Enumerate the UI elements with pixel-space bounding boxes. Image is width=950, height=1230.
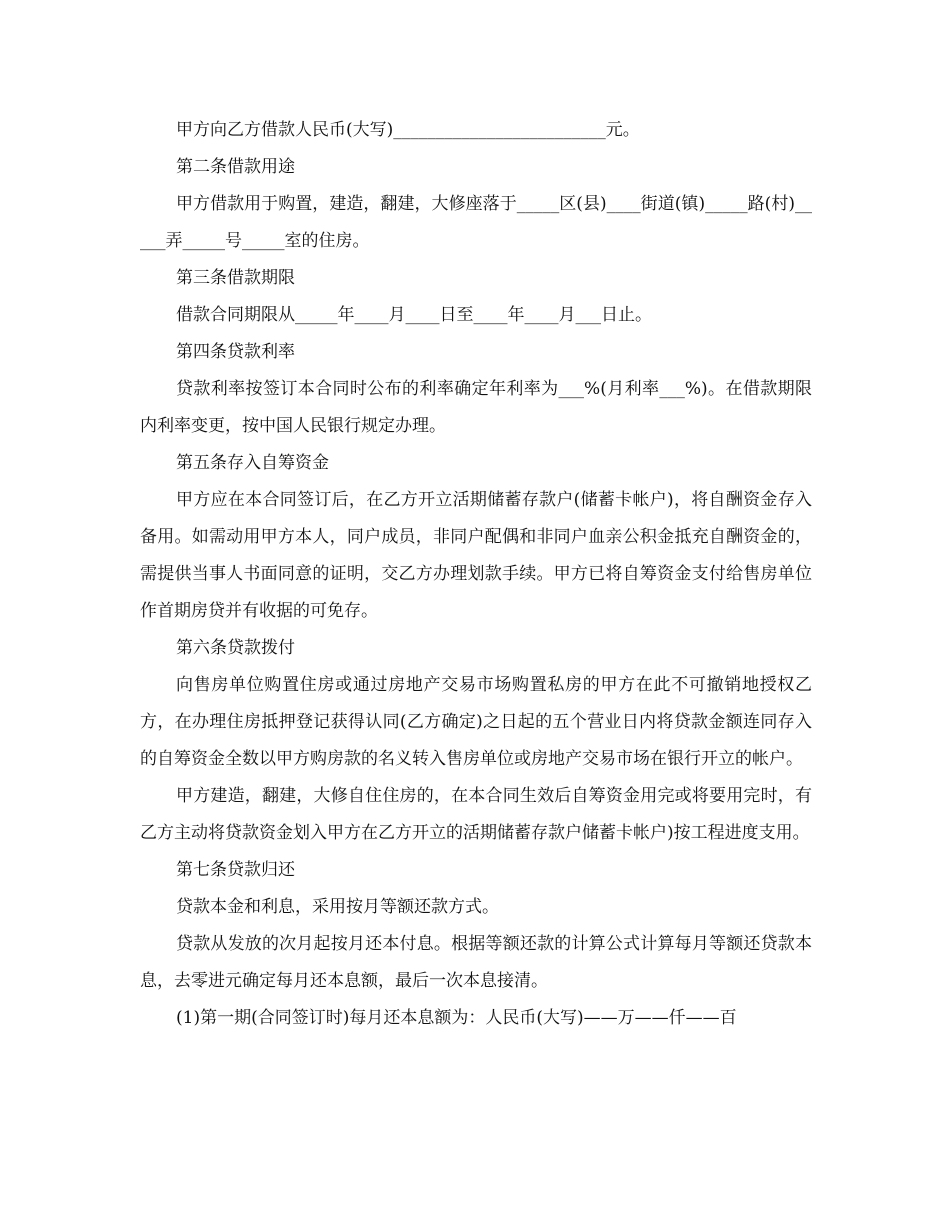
- article-4-heading: 第四条贷款利率: [176, 342, 295, 362]
- paragraph-loan-purpose: 甲方借款用于购置，建造，翻建，大修座落于_____区(县)____街道(镇)_____路(村)_____弄_____号_____室的住房。: [140, 194, 812, 251]
- paragraph-loan-amount: 甲方向乙方借款人民币(大写)_________________________元。: [176, 120, 640, 140]
- paragraph-self-funds: 甲方应在本合同签订后，在乙方开立活期储蓄存款户(储蓄卡帐户)，将自酬资金存入备用。如需动用甲方本人，同户成员，非同户配偶和非同户血亲公积金抵充自酬资金的，需提供当事人书面同意的证明，交乙方办理划款手续。甲方已将自筹资金支付给售房单位作首期房贷并有收据的可免存。: [140, 490, 812, 621]
- paragraph-repayment-schedule: 贷款从发放的次月起按月还本付息。根据等额还款的计算公式计算每月等额还贷款本息，去零进元确定每月还本息额，最后一次本息接清。: [140, 934, 812, 991]
- article-2-heading: 第二条借款用途: [176, 157, 295, 177]
- article-5-heading: 第五条存入自筹资金: [176, 453, 329, 473]
- paragraph-interest-rate: 贷款利率按签订本合同时公布的利率确定年利率为___%(月利率___%)。在借款期限内利率变更，按中国人民银行规定办理。: [140, 379, 812, 436]
- paragraph-disbursement-purchase: 向售房单位购置住房或通过房地产交易市场购置私房的甲方在此不可撤销地授权乙方，在办理住房抵押登记获得认同(乙方确定)之日起的五个营业日内将贷款金额连同存入的自筹资金全数以甲方购房款的名义转入售房单位或房地产交易市场在银行开立的帐户。: [140, 675, 812, 769]
- article-6-heading: 第六条贷款拨付: [176, 638, 295, 658]
- paragraph-loan-term: 借款合同期限从_____年____月____日至____年____月___日止。: [176, 305, 652, 325]
- paragraph-repayment-method: 贷款本金和利息，采用按月等额还款方式。: [176, 897, 499, 917]
- paragraph-disbursement-construction: 甲方建造，翻建，大修自住住房的，在本合同生效后自筹资金用完或将要用完时，有乙方主动将贷款资金划入甲方在乙方开立的活期储蓄存款户储蓄卡帐户)按工程进度支用。: [140, 786, 812, 843]
- paragraph-first-installment: (1)第一期(合同签订时)每月还本息额为：人民币(大写)——万——仟——百: [176, 1008, 737, 1028]
- article-7-heading: 第七条贷款归还: [176, 860, 295, 880]
- document-body: [140, 112, 812, 1037]
- article-3-heading: 第三条借款期限: [176, 268, 295, 288]
